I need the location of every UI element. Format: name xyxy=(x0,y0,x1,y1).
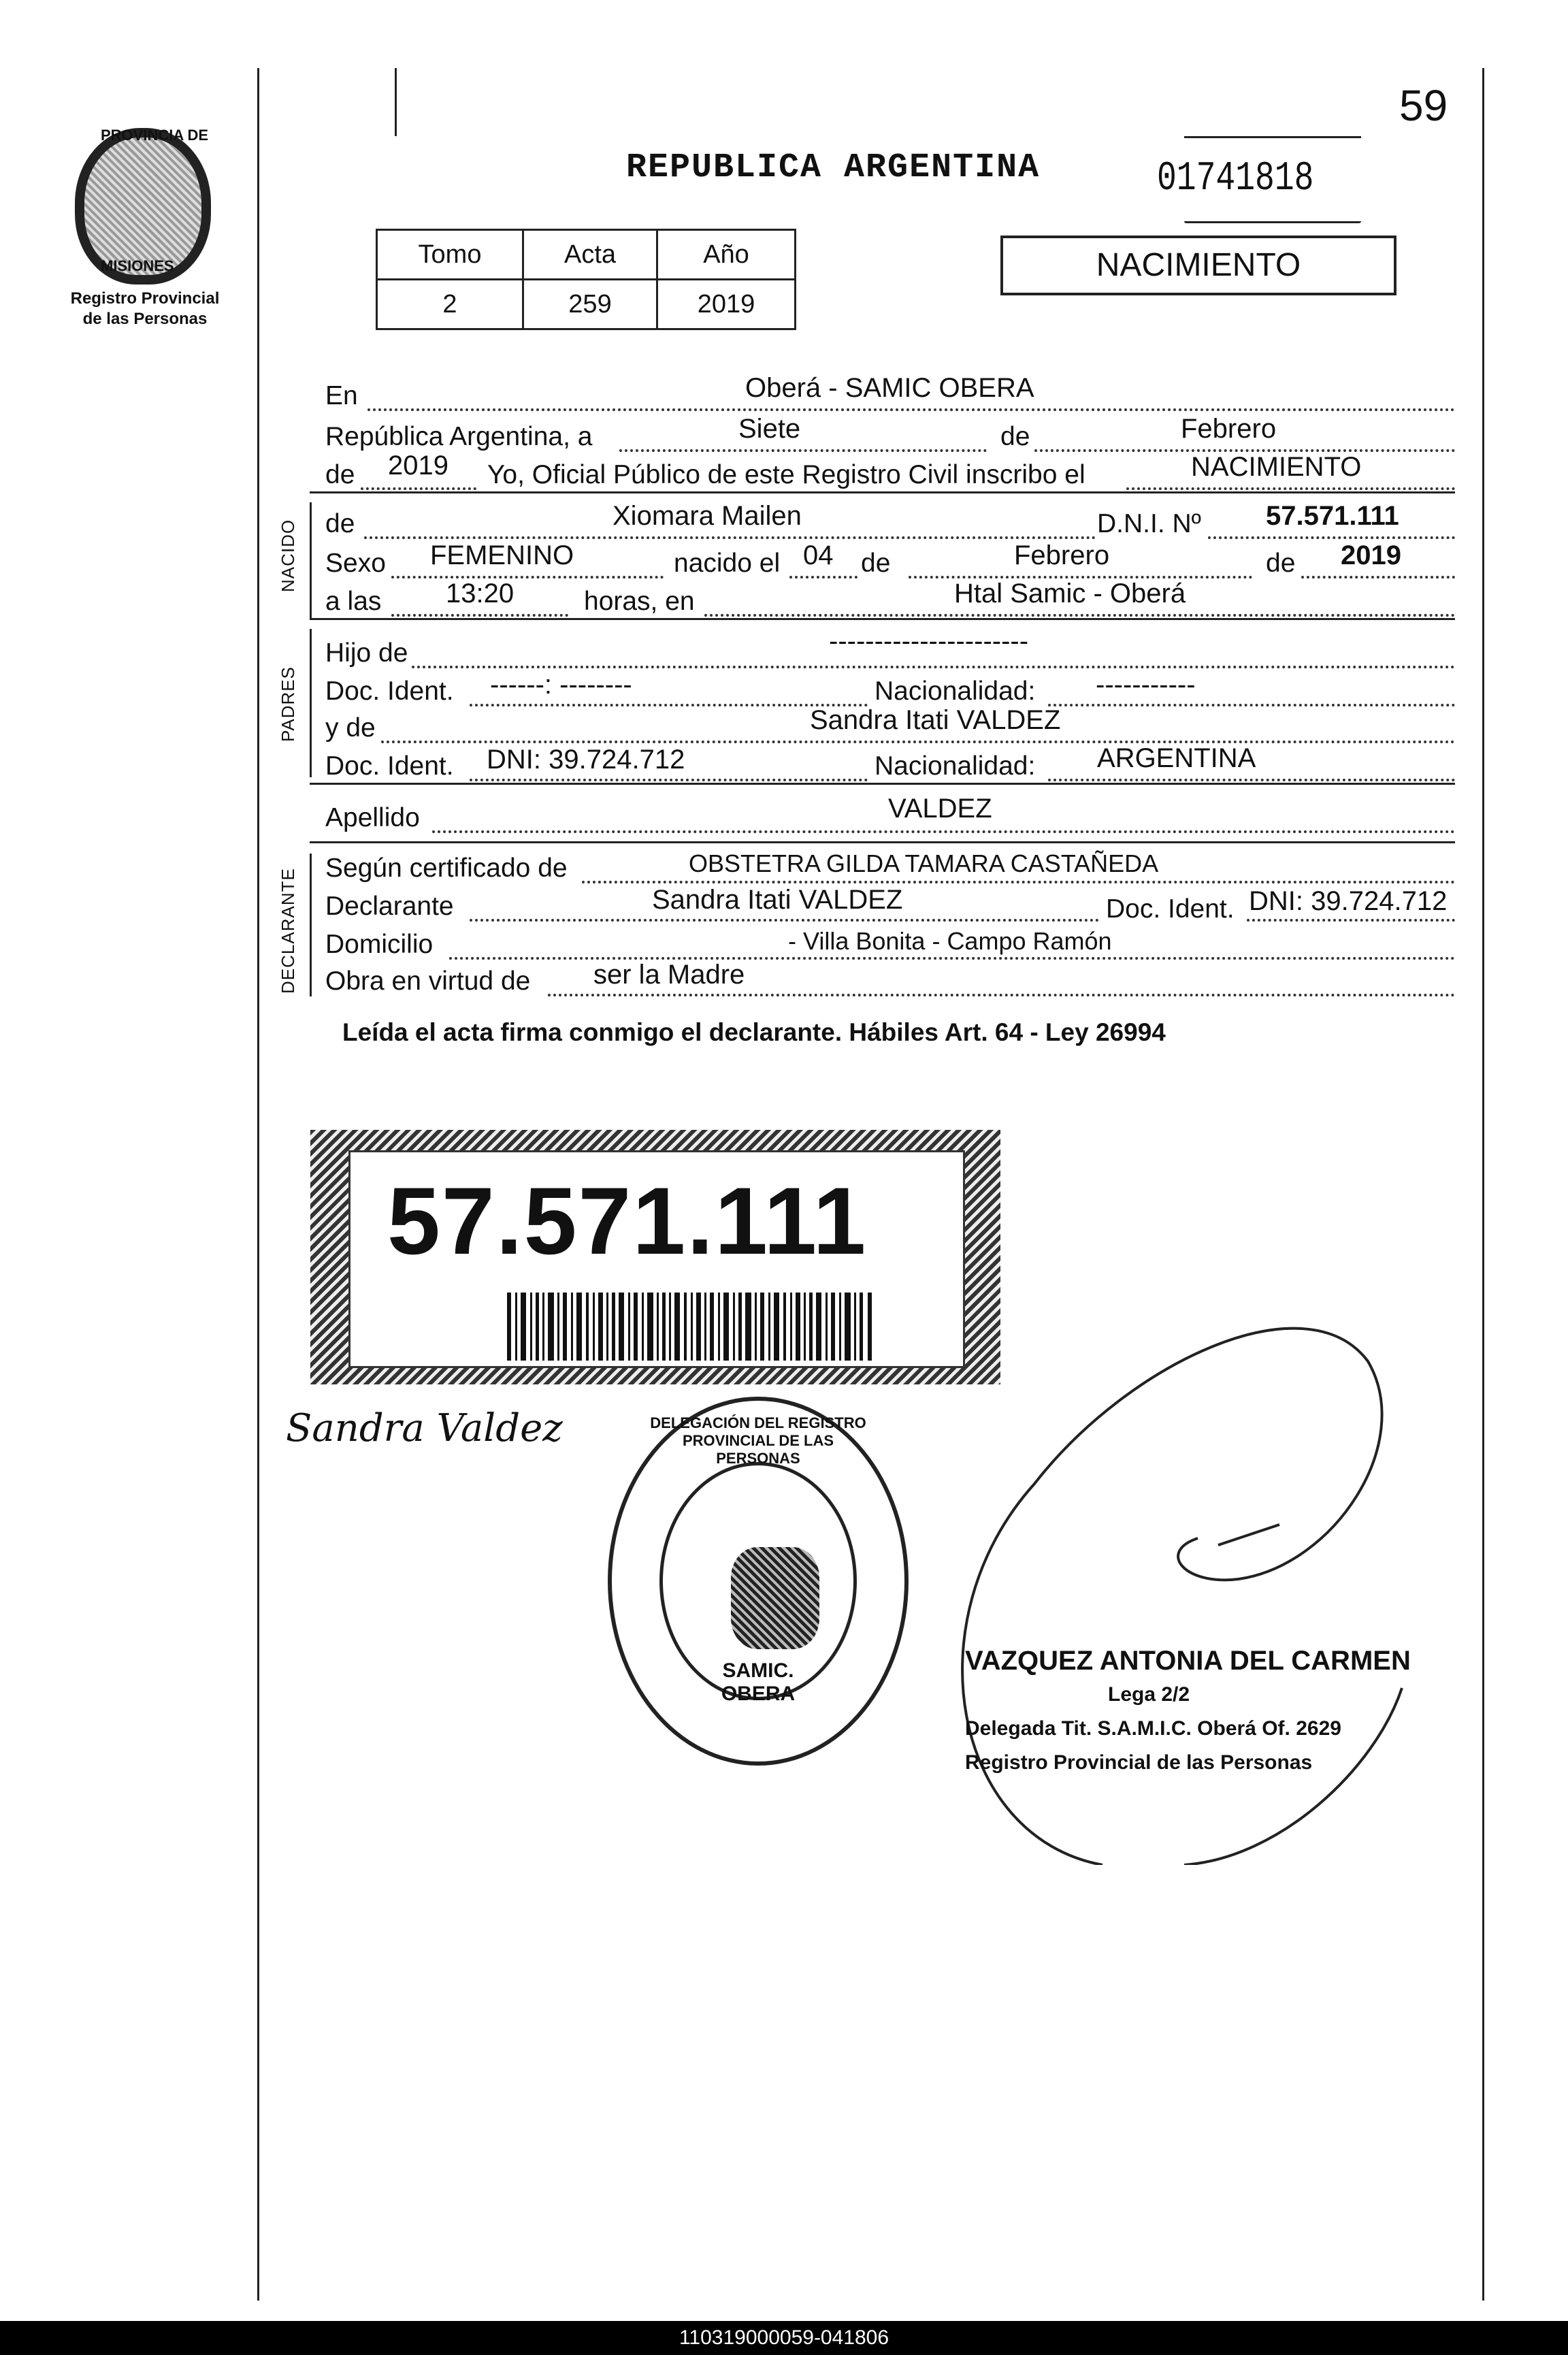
declarant-label: Declarante xyxy=(325,892,454,921)
section-separator xyxy=(310,618,1455,620)
dotted-line xyxy=(1208,536,1455,539)
surname-label: Apellido xyxy=(325,803,420,832)
day-value: Siete xyxy=(738,414,801,444)
birth-year-label: de xyxy=(1266,549,1296,578)
official-text: Yo, Oficial Público de este Registro Civil inscribo el xyxy=(487,460,1085,489)
father-nat-label: Nacionalidad: xyxy=(875,677,1036,706)
dotted-line xyxy=(391,576,664,579)
time-value: 13:20 xyxy=(446,579,514,608)
value-ano: 2019 xyxy=(657,280,796,329)
dotted-line xyxy=(619,449,987,452)
dni-label: D.N.I. Nº xyxy=(1097,509,1201,538)
mother-label: y de xyxy=(325,713,376,743)
declarant-signature: Sandra Valdez xyxy=(286,1406,563,1450)
year-value: 2019 xyxy=(388,451,448,481)
value-tomo: 2 xyxy=(377,280,523,329)
signer-line-2: Lega 2/2 xyxy=(1108,1683,1190,1706)
dotted-line xyxy=(1048,779,1455,781)
closing-statement: Leída el acta firma conmigo el declarante. Hábiles Art. 64 - Ley 26994 xyxy=(342,1018,1166,1046)
dni-sticker xyxy=(310,1130,1000,1384)
mother-doc-value: DNI: 39.724.712 xyxy=(487,745,685,775)
mother-nat-value: ARGENTINA xyxy=(1097,743,1256,773)
provincial-seal-logo xyxy=(60,123,230,334)
born-label: nacido el xyxy=(674,549,781,578)
dotted-line xyxy=(381,741,1455,743)
father-doc-label: Doc. Ident. xyxy=(325,677,454,706)
birth-month-value: Febrero xyxy=(1014,540,1110,570)
value-acta: 259 xyxy=(523,280,657,329)
dotted-line xyxy=(391,614,568,617)
header-ano: Año xyxy=(657,230,796,280)
padres-bracket xyxy=(310,629,312,777)
record-table-value-row xyxy=(377,280,796,329)
declarant-doc-value: DNI: 39.724.712 xyxy=(1249,886,1448,916)
time-label: a las xyxy=(325,587,382,616)
stamp-emblem-icon xyxy=(731,1547,819,1649)
dotted-line xyxy=(470,704,868,706)
month-value: Febrero xyxy=(1181,414,1277,444)
serial-underline-top xyxy=(1184,136,1361,138)
address-label: Domicilio xyxy=(325,930,434,959)
dotted-line xyxy=(1048,704,1455,706)
birth-year-value: 2019 xyxy=(1341,540,1401,570)
rep-label: República Argentina, a xyxy=(325,422,593,451)
document-title: REPUBLICA ARGENTINA xyxy=(626,148,1041,187)
mother-nat-label: Nacionalidad: xyxy=(875,751,1036,781)
seal-bottom-text: MISIONES xyxy=(101,257,174,274)
cert-label: Según certificado de xyxy=(325,854,568,883)
page-number: 59 xyxy=(1399,81,1448,130)
mother-doc-label: Doc. Ident. xyxy=(325,751,454,781)
reason-label: Obra en virtud de xyxy=(325,967,531,996)
father-nat-value: ----------- xyxy=(1096,670,1196,700)
section-separator xyxy=(310,491,1455,493)
serial-underline-bottom xyxy=(1184,221,1361,223)
de-label-2: de xyxy=(325,460,355,489)
dotted-line xyxy=(582,881,1455,883)
stamp-inner-text: SAMIC. OBERA xyxy=(721,1659,796,1705)
header-acta: Acta xyxy=(523,230,657,280)
record-table xyxy=(376,229,796,330)
dotted-line xyxy=(704,614,1455,617)
dotted-line xyxy=(1247,919,1455,922)
header-tomo: Tomo xyxy=(377,230,523,280)
signer-line-3: Delegada Tit. S.A.M.I.C. Oberá Of. 2629 xyxy=(965,1717,1341,1740)
dotted-line xyxy=(412,666,1455,668)
dotted-line xyxy=(364,536,1096,539)
mother-value: Sandra Itati VALDEZ xyxy=(810,705,1061,735)
dni-sticker-panel xyxy=(348,1150,965,1368)
dotted-line xyxy=(368,408,1455,411)
child-dni-value: 57.571.111 xyxy=(1266,501,1399,531)
place-value: Oberá - SAMIC OBERA xyxy=(745,373,1034,403)
document-type-box: NACIMIENTO xyxy=(1000,236,1396,295)
birth-month-label: de xyxy=(861,549,891,578)
signer-line-4: Registro Provincial de las Personas xyxy=(965,1751,1313,1774)
father-label: Hijo de xyxy=(325,638,408,668)
reason-value: ser la Madre xyxy=(593,960,745,990)
sex-label: Sexo xyxy=(325,549,386,578)
official-stamp xyxy=(608,1397,909,1766)
agency-caption: Registro Provincial de las Personas xyxy=(70,289,220,328)
surname-value: VALDEZ xyxy=(888,794,992,824)
right-margin-line xyxy=(1482,68,1484,2301)
declarant-value: Sandra Itati VALDEZ xyxy=(652,885,903,915)
child-name-value: Xiomara Mailen xyxy=(612,501,802,531)
dotted-line xyxy=(548,994,1455,996)
left-margin-line xyxy=(257,68,259,2301)
nacido-side-label: NACIDO xyxy=(278,519,298,592)
section-separator xyxy=(310,783,1455,785)
address-value: - Villa Bonita - Campo Ramón xyxy=(788,927,1112,955)
seal-top-text: PROVINCIA DE xyxy=(101,127,209,144)
de-label: de xyxy=(1000,422,1030,451)
cert-value: OBSTETRA GILDA TAMARA CASTAÑEDA xyxy=(689,849,1159,877)
birth-place-value: Htal Samic - Oberá xyxy=(954,579,1186,608)
en-label: En xyxy=(325,381,358,410)
dotted-line xyxy=(470,919,1099,922)
inner-top-mark xyxy=(395,68,397,136)
dotted-line xyxy=(432,830,1455,833)
dotted-line xyxy=(361,487,476,490)
sex-value: FEMENINO xyxy=(430,540,574,570)
father-doc-value: ------: -------- xyxy=(490,670,632,700)
name-label: de xyxy=(325,509,355,538)
father-value: ---------------------- xyxy=(829,626,1029,656)
dotted-line xyxy=(1126,487,1455,490)
footer-code-bar: 110319000059-041806 xyxy=(0,2321,1568,2355)
barcode xyxy=(507,1293,875,1361)
act-type-value: NACIMIENTO xyxy=(1191,452,1362,482)
declarant-doc-label: Doc. Ident. xyxy=(1106,894,1235,924)
section-separator xyxy=(310,841,1455,843)
dotted-line xyxy=(1301,576,1455,579)
dotted-line xyxy=(789,576,858,579)
birth-day-value: 04 xyxy=(803,540,834,570)
serial-number: 01741818 xyxy=(1157,156,1314,202)
declarante-side-label: DECLARANTE xyxy=(278,868,298,994)
dotted-line xyxy=(470,779,868,781)
stamp-outer-text: DELEGACIÓN DEL REGISTRO PROVINCIAL DE LAS PERSONAS xyxy=(650,1414,866,1467)
record-table-header-row xyxy=(377,230,796,280)
hours-label: horas, en xyxy=(584,587,695,616)
declarante-bracket xyxy=(310,854,312,996)
padres-side-label: PADRES xyxy=(278,666,298,742)
signer-name: VAZQUEZ ANTONIA DEL CARMEN xyxy=(965,1646,1411,1676)
dni-sticker-number: 57.571.111 xyxy=(387,1167,868,1274)
nacido-bracket xyxy=(310,502,312,618)
official-signer-block xyxy=(965,1644,1411,1780)
